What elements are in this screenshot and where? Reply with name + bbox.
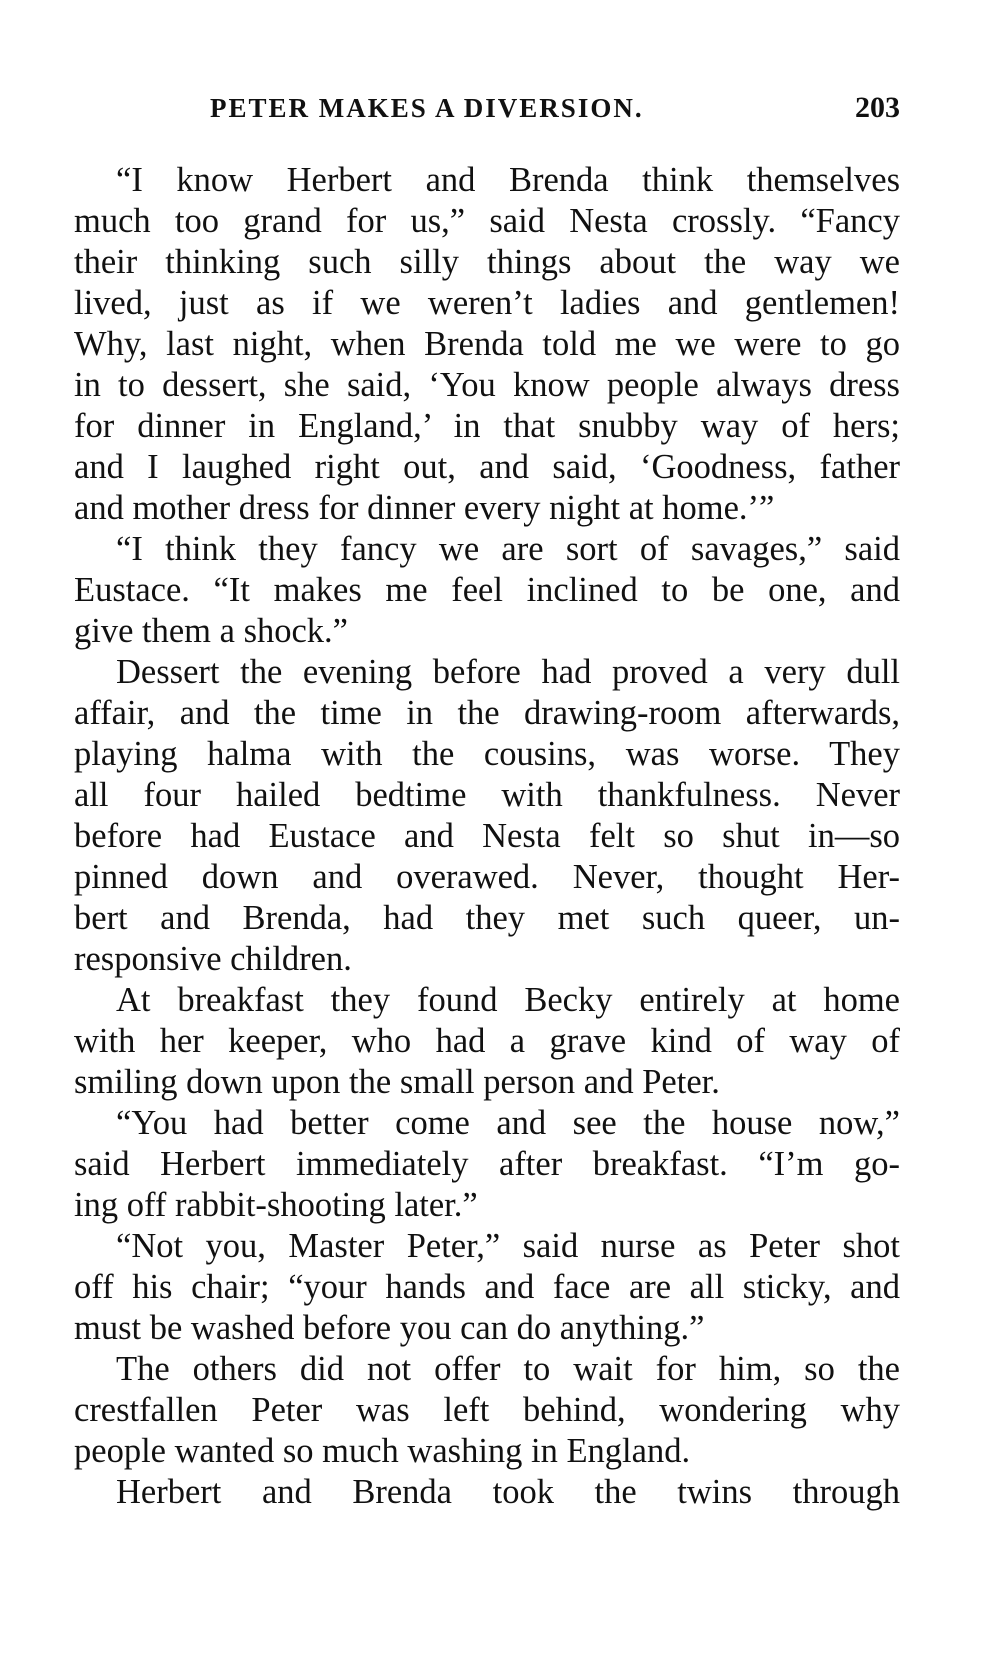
text-line: Dessert the evening before had proved a very dull <box>116 653 900 691</box>
text-line: Why, last night, when Brenda told me we were to go <box>74 325 900 363</box>
text-line: affair, and the time in the drawing-room afterwards, <box>74 694 900 732</box>
text-line: “Not you, Master Peter,” said nurse as Peter shot <box>116 1227 900 1265</box>
text-line: playing halma with the cousins, was worse. They <box>74 735 900 773</box>
text-line: all four hailed bedtime with thankfulness. Never <box>74 776 900 814</box>
page-number: 203 <box>855 91 900 124</box>
text-line: pinned down and overawed. Never, thought Her- <box>74 858 900 896</box>
text-line: “I think they fancy we are sort of savages,” said <box>116 530 900 568</box>
paragraph <box>74 652 900 980</box>
text-line: lived, just as if we weren’t ladies and gentlemen! <box>74 284 900 322</box>
text-line: people wanted so much washing in England. <box>74 1432 691 1470</box>
paragraph <box>74 1226 900 1349</box>
body-text <box>74 160 900 1513</box>
text-line: “I know Herbert and Brenda think themselves <box>116 161 900 199</box>
text-line: give them a shock.” <box>74 612 348 650</box>
paragraph <box>74 160 900 529</box>
paragraph <box>74 1472 900 1513</box>
text-line: must be washed before you can do anything.” <box>74 1309 705 1347</box>
text-line: said Herbert immediately after breakfast. “I’m go- <box>74 1145 900 1183</box>
paragraph <box>74 1103 900 1226</box>
paragraph <box>74 1349 900 1472</box>
text-line: Eustace. “It makes me feel inclined to be one, and <box>74 571 900 609</box>
text-line: responsive children. <box>74 940 352 978</box>
text-line: bert and Brenda, had they met such queer, un- <box>74 899 900 937</box>
text-line: in to dessert, she said, ‘You know people always dress <box>74 366 900 404</box>
text-line: ing off rabbit-shooting later.” <box>74 1186 478 1224</box>
text-line: for dinner in England,’ in that snubby way of hers; <box>74 407 900 445</box>
text-line: The others did not offer to wait for him, so the <box>116 1350 900 1388</box>
text-line: crestfallen Peter was left behind, wondering why <box>74 1391 900 1429</box>
text-line: off his chair; “your hands and face are all sticky, and <box>74 1268 900 1306</box>
text-line: “You had better come and see the house now,” <box>116 1104 900 1142</box>
text-line: At breakfast they found Becky entirely at home <box>116 981 900 1019</box>
text-line: their thinking such silly things about the way we <box>74 243 900 281</box>
text-line: much too grand for us,” said Nesta crossly. “Fancy <box>74 202 900 240</box>
running-head <box>210 88 900 128</box>
text-line: with her keeper, who had a grave kind of way of <box>74 1022 900 1060</box>
paragraph <box>74 529 900 652</box>
chapter-title: PETER MAKES A DIVERSION. <box>210 93 644 123</box>
text-line: smiling down upon the small person and Peter. <box>74 1063 720 1101</box>
text-line: and mother dress for dinner every night at home.’” <box>74 489 775 527</box>
paragraph <box>74 980 900 1103</box>
text-line: Herbert and Brenda took the twins through <box>116 1473 900 1511</box>
text-line: and I laughed right out, and said, ‘Goodness, father <box>74 448 900 486</box>
text-line: before had Eustace and Nesta felt so shut in—so <box>74 817 900 855</box>
